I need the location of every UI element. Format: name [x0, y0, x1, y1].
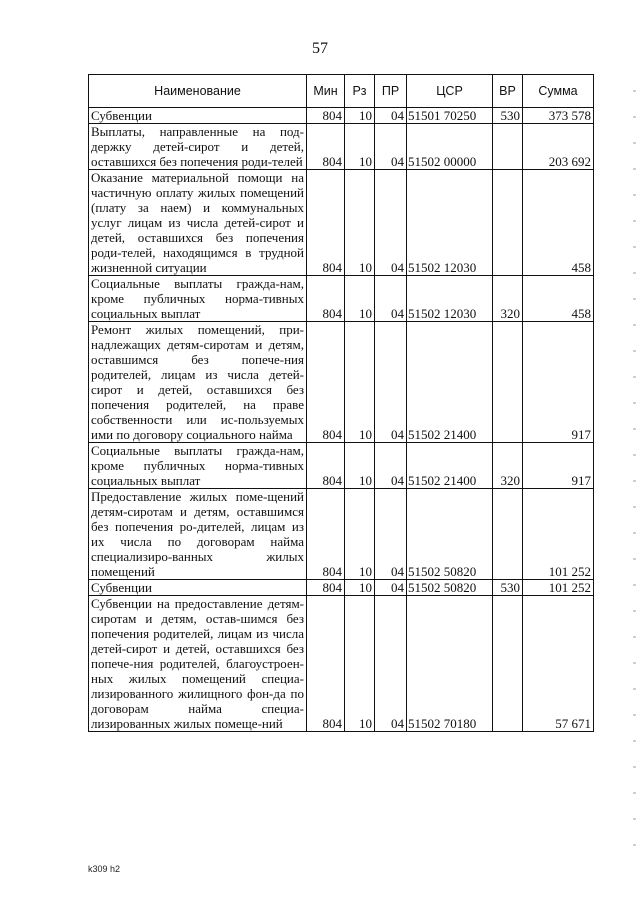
- row-sum: 101 252: [523, 489, 594, 580]
- header-vr: ВР: [493, 75, 523, 108]
- row-rz: 10: [345, 170, 375, 276]
- row-rz: 10: [345, 580, 375, 596]
- table-row: [89, 170, 594, 276]
- row-sum: 458: [523, 276, 594, 322]
- row-pr: 04: [375, 170, 407, 276]
- header-min: Мин: [307, 75, 345, 108]
- table-row: [89, 580, 594, 596]
- row-sum: 917: [523, 443, 594, 489]
- row-pr: 04: [375, 124, 407, 170]
- row-min: 804: [307, 489, 345, 580]
- row-rz: 10: [345, 108, 375, 124]
- row-sum: 203 692: [523, 124, 594, 170]
- header-pr: ПР: [375, 75, 407, 108]
- row-name: Субвенции: [89, 108, 307, 124]
- scan-edge-marks: [633, 90, 636, 850]
- row-rz: 10: [345, 443, 375, 489]
- row-csr: 51502 50820: [407, 580, 493, 596]
- row-csr: 51502 50820: [407, 489, 493, 580]
- header-sum: Сумма: [523, 75, 594, 108]
- row-sum: 458: [523, 170, 594, 276]
- row-csr: 51502 70180: [407, 596, 493, 732]
- header-rz: Рз: [345, 75, 375, 108]
- table-row: [89, 443, 594, 489]
- row-min: 804: [307, 124, 345, 170]
- row-vr: 530: [493, 580, 523, 596]
- header-row: [89, 75, 594, 108]
- row-vr: [493, 596, 523, 732]
- table-row: [89, 108, 594, 124]
- header-name: Наименование: [89, 75, 307, 108]
- row-rz: 10: [345, 596, 375, 732]
- row-rz: 10: [345, 124, 375, 170]
- row-rz: 10: [345, 322, 375, 443]
- row-vr: 320: [493, 443, 523, 489]
- row-sum: 57 671: [523, 596, 594, 732]
- row-min: 804: [307, 443, 345, 489]
- row-vr: [493, 322, 523, 443]
- row-sum: 917: [523, 322, 594, 443]
- row-name: Предоставление жилых поме-щений детям-сиротам и детям, оставшимся без попечения ро-дителей, лицам из их числа по договорам найма специализиро-ванных жилых помещений: [89, 489, 307, 580]
- row-vr: 320: [493, 276, 523, 322]
- row-vr: [493, 170, 523, 276]
- row-csr: 51502 21400: [407, 443, 493, 489]
- row-name: Социальные выплаты гражда-нам, кроме публичных норма-тивных социальных выплат: [89, 276, 307, 322]
- row-rz: 10: [345, 276, 375, 322]
- row-pr: 04: [375, 322, 407, 443]
- row-pr: 04: [375, 443, 407, 489]
- row-min: 804: [307, 596, 345, 732]
- row-min: 804: [307, 580, 345, 596]
- table-body: [89, 108, 594, 732]
- row-csr: 51501 70250: [407, 108, 493, 124]
- row-csr: 51502 21400: [407, 322, 493, 443]
- row-min: 804: [307, 322, 345, 443]
- budget-table: [88, 74, 594, 732]
- row-name: Оказание материальной помощи на частичную оплату жилых помещений (плату за наем) и коммунальных услуг лицам из числа детей-сирот и детей, оставшихся без попечения роди-телей, находящимся в трудной жизненной ситуации: [89, 170, 307, 276]
- row-pr: 04: [375, 596, 407, 732]
- row-vr: [493, 489, 523, 580]
- row-csr: 51502 12030: [407, 170, 493, 276]
- row-min: 804: [307, 170, 345, 276]
- row-pr: 04: [375, 489, 407, 580]
- row-pr: 04: [375, 108, 407, 124]
- row-sum: 373 578: [523, 108, 594, 124]
- page-number: 57: [312, 40, 328, 57]
- row-csr: 51502 00000: [407, 124, 493, 170]
- table-row: [89, 489, 594, 580]
- header-csr: ЦСР: [407, 75, 493, 108]
- table-row: [89, 596, 594, 732]
- row-vr: [493, 124, 523, 170]
- row-vr: 530: [493, 108, 523, 124]
- row-name: Выплаты, направленные на под-держку детей-сирот и детей, оставшихся без попечения роди-телей: [89, 124, 307, 170]
- row-name: Ремонт жилых помещений, при-надлежащих детям-сиротам и детям, оставшимся без попече-ния родителей, лицам из числа детей-сирот и детей, оставшихся без попечения родителей, на праве собственности или ис-пользуемых ими по договору социального найма: [89, 322, 307, 443]
- row-name: Социальные выплаты гражда-нам, кроме публичных норма-тивных социальных выплат: [89, 443, 307, 489]
- footer-code: k309 h2: [88, 864, 121, 874]
- row-name: Субвенции: [89, 580, 307, 596]
- row-sum: 101 252: [523, 580, 594, 596]
- row-name: Субвенции на предоставление детям-сиротам и детям, остав-шимся без попечения родителей, лицам из числа детей-сирот и детей, оставшихся без попече-ния родителей, благоустроен-ных жилых помещений специа-лизированного жилищного фон-да по договорам найма специа-лизированных жилых помеще-ний: [89, 596, 307, 732]
- table-header: [89, 75, 594, 108]
- row-rz: 10: [345, 489, 375, 580]
- row-pr: 04: [375, 580, 407, 596]
- table-row: [89, 124, 594, 170]
- row-pr: 04: [375, 276, 407, 322]
- row-csr: 51502 12030: [407, 276, 493, 322]
- row-min: 804: [307, 276, 345, 322]
- table-row: [89, 276, 594, 322]
- table-row: [89, 322, 594, 443]
- row-min: 804: [307, 108, 345, 124]
